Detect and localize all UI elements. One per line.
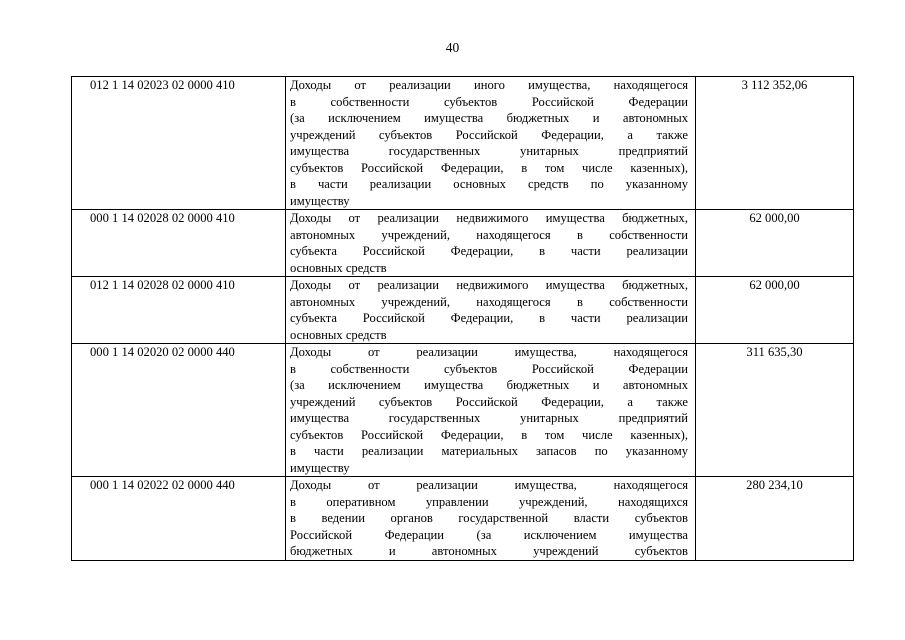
revenue-description — [286, 77, 696, 210]
description-line: субъекта Российской Федерации, в части реализации — [290, 311, 688, 325]
table-row — [72, 477, 854, 561]
description-line: в оперативном управлении учреждений, находящихся — [290, 494, 688, 509]
revenue-table — [71, 76, 854, 561]
description-line: Доходы от реализации недвижимого имущества бюджетных, — [290, 211, 688, 225]
page-number: 40 — [445, 40, 460, 55]
table-row — [72, 77, 854, 210]
description-line: в части реализации основных средств по указанному — [290, 177, 688, 191]
table-row — [72, 344, 854, 477]
description-line: основных средств — [290, 327, 387, 342]
budget-code: 012 1 14 02028 02 0000 410 — [72, 277, 286, 344]
revenue-description — [286, 210, 696, 277]
description-line: субъектов Российской Федерации, в том числе казенных), — [290, 427, 688, 442]
amount: 280 234,10 — [696, 477, 854, 561]
description-line: в части реализации материальных запасов по указанному — [290, 444, 688, 458]
budget-code: 012 1 14 02023 02 0000 410 — [72, 77, 286, 210]
description-line: в собственности субъектов Российской Федерации — [290, 94, 688, 109]
amount: 3 112 352,06 — [696, 77, 854, 210]
description-line: Доходы от реализации имущества, находящегося — [290, 345, 688, 359]
amount: 311 635,30 — [696, 344, 854, 477]
description-line: имущества государственных унитарных предприятий — [290, 144, 688, 158]
amount: 62 000,00 — [696, 210, 854, 277]
description-line: субъектов Российской Федерации, в том числе казенных), — [290, 160, 688, 175]
description-line: Доходы от реализации имущества, находящегося — [290, 478, 688, 492]
description-line: в собственности субъектов Российской Федерации — [290, 361, 688, 376]
description-line: учреждений субъектов Российской Федерации, а также — [290, 127, 688, 142]
description-line: бюджетных и автономных учреждений субъектов — [290, 544, 688, 558]
budget-code: 000 1 14 02020 02 0000 440 — [72, 344, 286, 477]
description-line: имущества государственных унитарных предприятий — [290, 411, 688, 425]
description-line: Российской Федерации (за исключением имущества — [290, 527, 688, 542]
description-line: имуществу — [290, 193, 350, 208]
budget-code: 000 1 14 02028 02 0000 410 — [72, 210, 286, 277]
description-line: автономных учреждений, находящегося в собственности — [290, 294, 688, 309]
amount: 62 000,00 — [696, 277, 854, 344]
revenue-description — [286, 277, 696, 344]
description-line: субъекта Российской Федерации, в части реализации — [290, 244, 688, 258]
table-row — [72, 277, 854, 344]
description-line: (за исключением имущества бюджетных и автономных — [290, 378, 688, 392]
description-line: учреждений субъектов Российской Федерации, а также — [290, 394, 688, 409]
description-line: основных средств — [290, 260, 387, 275]
description-line: в ведении органов государственной власти субъектов — [290, 511, 688, 525]
description-line: имуществу — [290, 460, 350, 475]
table-row — [72, 210, 854, 277]
description-line: Доходы от реализации иного имущества, находящегося — [290, 78, 688, 92]
description-line: автономных учреждений, находящегося в собственности — [290, 227, 688, 242]
description-line: Доходы от реализации недвижимого имущества бюджетных, — [290, 278, 688, 292]
revenue-description — [286, 344, 696, 477]
description-line: (за исключением имущества бюджетных и автономных — [290, 111, 688, 125]
revenue-description — [286, 477, 696, 561]
budget-code: 000 1 14 02022 02 0000 440 — [72, 477, 286, 561]
